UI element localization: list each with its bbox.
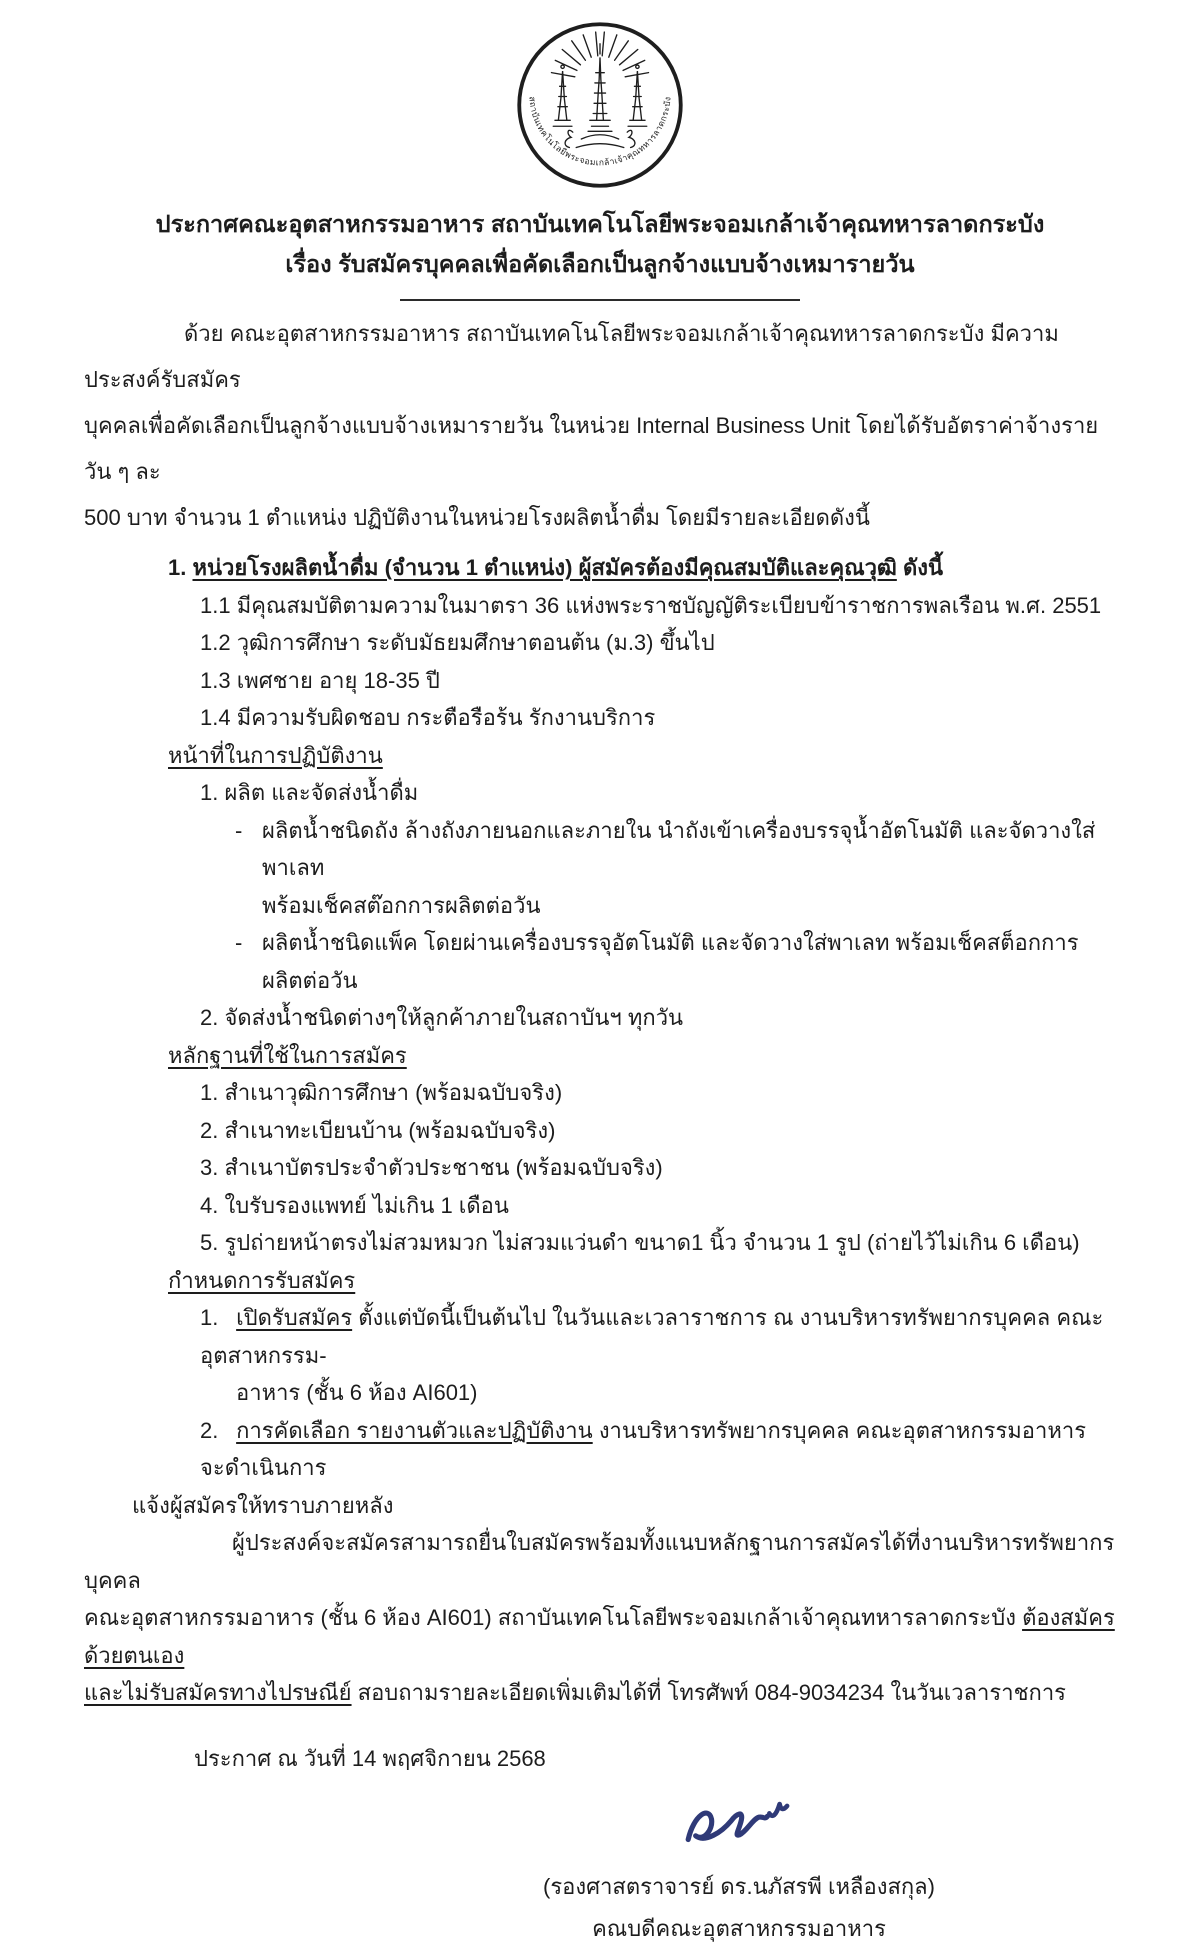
announcement-date: ประกาศ ณ วันที่ 14 พฤศจิกายน 2568 (194, 1745, 546, 1771)
evidence-item: 5. รูปถ่ายหน้าตรงไม่สวมหมวก ไม่สวมแว่นดำ ขนาด1 นิ้ว จำนวน 1 รูป (ถ่ายไว้ไม่เกิน 6 เดือน) (200, 1230, 1080, 1255)
duties-bullet-1 (235, 812, 1116, 887)
evidence-item: 1. สำเนาวุฒิการศึกษา (พร้อมฉบับจริง) (200, 1080, 563, 1105)
duties-heading: หน้าที่ในการปฏิบัติงาน (168, 742, 383, 768)
duties-bullet-2 (235, 924, 1116, 999)
intro-line-3: 500 บาท จำนวน 1 ตำแหน่ง ปฏิบัติงานในหน่วยโรงผลิตน้ำดื่ม โดยมีรายละเอียดดังนี้ (84, 505, 870, 530)
qualification-item: 1.4 มีความรับผิดชอบ กระตือรือร้น รักงานบริการ (200, 705, 656, 730)
title-line-2: เรื่อง รับสมัครบุคคลเพื่อคัดเลือกเป็นลูกจ้างแบบจ้างเหมารายวัน (285, 251, 915, 277)
bullet-dash: - (235, 930, 243, 955)
qualification-list (84, 587, 1116, 737)
schedule-item-2-cont: แจ้งผู้สมัครให้ทราบภายหลัง (132, 1492, 394, 1518)
duties-item-2: 2. จัดส่งน้ำชนิดต่างๆให้ลูกค้าภายในสถาบันฯ ทุกวัน (200, 1005, 684, 1030)
schedule-item-1-underlined: เปิดรับสมัคร (236, 1305, 353, 1330)
duties-section (84, 737, 1116, 1037)
evidence-heading: หลักฐานที่ใช้ในการสมัคร (168, 1042, 407, 1068)
schedule-heading: กำหนดการรับสมัคร (168, 1267, 356, 1293)
evidence-section (84, 1037, 1116, 1262)
closing-line-3 (84, 1674, 1116, 1712)
signature-block (529, 1791, 949, 1950)
schedule-section (84, 1262, 1116, 1525)
intro-line-2: บุคคลเพื่อคัดเลือกเป็นลูกจ้างแบบจ้างเหมารายวัน ในหน่วย Internal Business Unit โดยได้รับอัตราค่าจ้างรายวัน ๆ ละ (84, 413, 1099, 484)
section1-heading-underlined: หน่วยโรงผลิตน้ำดื่ม (จำนวน 1 ตำแหน่ง) ผู้สมัครต้องมีคุณสมบัติและคุณวุฒิ (192, 555, 897, 580)
title-divider-line (400, 299, 800, 301)
section1-heading-tail: ดังนี้ (896, 555, 944, 580)
section1-heading (168, 549, 1116, 587)
logo-container (84, 20, 1116, 190)
schedule-item-1 (200, 1299, 1116, 1374)
schedule-item-2 (200, 1412, 1116, 1487)
signer-title: คณบดีคณะอุตสาหกรรมอาหาร (592, 1916, 886, 1941)
kmitl-seal-logo (515, 20, 685, 190)
closing-paragraph (84, 1524, 1116, 1712)
schedule-item-2-number: 2. (200, 1417, 219, 1443)
evidence-item: 3. สำเนาบัตรประจำตัวประชาชน (พร้อมฉบับจริง) (200, 1155, 663, 1180)
title-line-1: ประกาศคณะอุตสาหกรรมอาหาร สถาบันเทคโนโลยีพระจอมเกล้าเจ้าคุณทหารลาดกระบัง (155, 211, 1045, 237)
seal-ring-text: สถาบันเทคโนโลยีพระจอมเกล้าเจ้าคุณทหารลาดกระบัง (527, 96, 673, 168)
intro-line-1: ด้วย คณะอุตสาหกรรมอาหาร สถาบันเทคโนโลยีพระจอมเกล้าเจ้าคุณทหารลาดกระบัง มีความประสงค์รับสมัคร (84, 321, 1059, 392)
schedule-item-2-underlined: การคัดเลือก รายงานตัวและปฏิบัติงาน (236, 1417, 593, 1443)
intro-paragraph (84, 311, 1116, 541)
closing-line-3-rest: สอบถามรายละเอียดเพิ่มเติมได้ที่ โทรศัพท์ 084-9034234 ในวันเวลาราชการ (351, 1680, 1066, 1705)
qualification-item: 1.1 มีคุณสมบัติตามความในมาตรา 36 แห่งพระราชบัญญัติระเบียบข้าราชการพลเรือน พ.ศ. 2551 (200, 592, 1102, 618)
closing-line-1: ผู้ประสงค์จะสมัครสามารถยื่นใบสมัครพร้อมทั้งแนบหลักฐานการสมัครได้ที่งานบริหารทรัพยากรบุคคล (84, 1530, 1115, 1593)
seal-line-art (551, 32, 648, 147)
duties-item-1: 1. ผลิต และจัดส่งน้ำดื่ม (200, 780, 419, 805)
qualification-item: 1.2 วุฒิการศึกษา ระดับมัธยมศึกษาตอนต้น (ม.3) ขึ้นไป (200, 630, 715, 655)
duties-bullet-1-cont: พร้อมเช็คสต๊อกการผลิตต่อวัน (262, 892, 541, 918)
signature-handwriting (677, 1791, 802, 1861)
schedule-item-1-rest: ตั้งแต่บัดนี้เป็นต้นไป ในวันและเวลาราชการ ณ งานบริหารทรัพยากรบุคคล คณะอุตสาหกรรม- (200, 1305, 1104, 1368)
duties-bullet-2-text: ผลิตน้ำชนิดแพ็ค โดยผ่านเครื่องบรรจุอัตโนมัติ และจัดวางใส่พาเลท พร้อมเช็คสต็อกการผลิตต่อวัน (262, 930, 1079, 993)
announcement-title (84, 204, 1116, 284)
qualification-item: 1.3 เพศชาย อายุ 18-35 ปี (200, 667, 440, 693)
signer-name: (รองศาสตราจารย์ ดร.นภัสรพี เหลืองสกุล) (543, 1874, 935, 1899)
evidence-item: 2. สำเนาทะเบียนบ้าน (พร้อมฉบับจริง) (200, 1117, 556, 1143)
schedule-item-1-cont: อาหาร (ชั้น 6 ห้อง AI601) (236, 1380, 478, 1405)
evidence-item: 4. ใบรับรองแพทย์ ไม่เกิน 1 เดือน (200, 1192, 509, 1218)
closing-line-2 (84, 1599, 1116, 1674)
section1-number: 1. (168, 555, 187, 580)
bullet-dash: - (235, 817, 243, 843)
duties-bullet-1-text: ผลิตน้ำชนิดถัง ล้างถังภายนอกและภายใน นำถังเข้าเครื่องบรรจุน้ำอัตโนมัติ และจัดวางใส่พาเลท (262, 817, 1096, 880)
closing-line-2-underlined: ต้องสมัครด้วยตนเอง (84, 1605, 1115, 1668)
schedule-item-2-rest: งานบริหารทรัพยากรบุคคล คณะอุตสาหกรรมอาหาร จะดำเนินการ (200, 1417, 1087, 1480)
schedule-item-1-number: 1. (200, 1305, 219, 1330)
closing-line-3-underlined: และไม่รับสมัครทางไปรษณีย์ (84, 1680, 352, 1705)
closing-line-2-normal: คณะอุตสาหกรรมอาหาร (ชั้น 6 ห้อง AI601) สถาบันเทคโนโลยีพระจอมเกล้าเจ้าคุณทหารลาดกระบัง (84, 1605, 1023, 1630)
